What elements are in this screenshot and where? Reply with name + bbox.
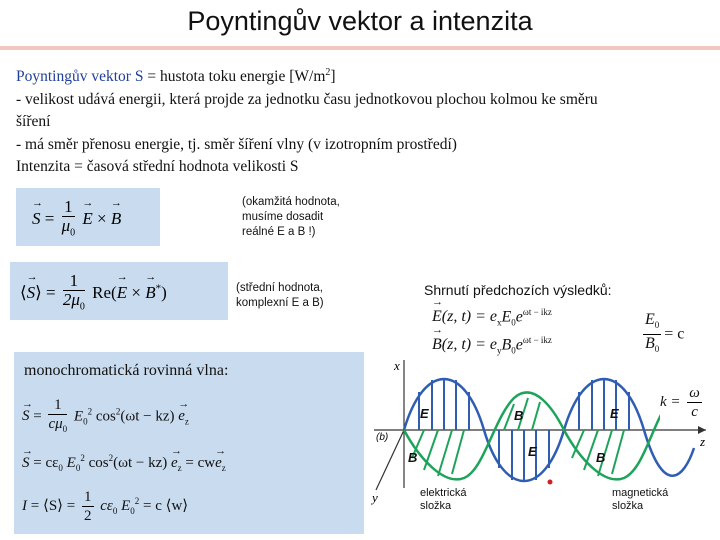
mono-wave-label: monochromatická rovinná vlna: [24, 362, 229, 379]
wave-number-relation: k = $\frac{\omega}{c}$ [660, 384, 705, 421]
x-label: x [394, 358, 400, 373]
intro-line-1: Poyntingův vektor S = hustota toku energie $[W/m^2]$ [16, 67, 336, 86]
note-instant: (okamžitá hodnota, musíme dosadit reálné E a B !) [242, 196, 340, 238]
formula-mono-s2: → $S = c\varepsilon_0$ $E_0^2$ $\cos^2(\omega t - kz) \to e_z = cw\to e_z$ [20, 446, 350, 474]
y-label: y [372, 490, 378, 505]
panel-label: (b) [376, 432, 389, 443]
e-letter-1: E [420, 406, 429, 421]
summary-label: Shrnutí předchozích výsledků: [424, 282, 612, 298]
b-letter-3: B [596, 450, 606, 465]
poynting-term: Poyntingův vektor S [16, 68, 144, 86]
magnetic-component-label: magnetická složka [612, 487, 669, 512]
formula-mono-s1: → S = $\frac{1}{c\mu_0}$ $E_0^2$ $\cos^2(\omega t - kz) \to e_z$ [20, 394, 350, 432]
intro-line-3: šíření [16, 113, 51, 131]
e-letter-2: E [610, 406, 619, 421]
electric-component-label: elektrická složka [420, 487, 467, 512]
intro-text [16, 62, 712, 179]
formula-average: ⟨→ S⟩ = $\frac{1}{2\mu_0}$ Re(→ E × → B*) [10, 262, 228, 320]
summary-formulas: → E(z, $t) = e_xE_0e^{\omega t - ikz}$ → B(z, $t) = e_yB_0e^{\omega t - ikz}$ $\frac{E_0}{B_0}$ = c [432, 305, 712, 365]
intro-line-5: Intenzita = časová střední hodnota velikosti S [16, 158, 299, 176]
title-bar [0, 0, 720, 50]
formula-intensity: I = ⟨S⟩ = $\frac{1}{2}$ $c\varepsilon_0$ $E_0^2 = c$ ⟨w⟩ [22, 489, 189, 524]
intro-line-4: - má směr přenosu energie, tj. směr šíření vlny (v izotropním prostředí) [16, 135, 457, 153]
z-label: z [700, 434, 706, 449]
slide-title: Poyntingův vektor a intenzita [187, 6, 533, 36]
formula-instant: → S = $\frac{1}{\mu_0}$ → E × → B [16, 188, 160, 246]
b-letter-1: B [514, 408, 524, 423]
b-letter-2: B [408, 450, 418, 465]
e-letter-3: E [528, 444, 537, 459]
intro-line-2: - velikost udává energii, která projde za jednotku času jednotkovou plochou kolmou ke směru [16, 90, 598, 108]
accent-dot [548, 480, 553, 485]
note-average: (střední hodnota, komplexní E a B) [236, 282, 324, 309]
